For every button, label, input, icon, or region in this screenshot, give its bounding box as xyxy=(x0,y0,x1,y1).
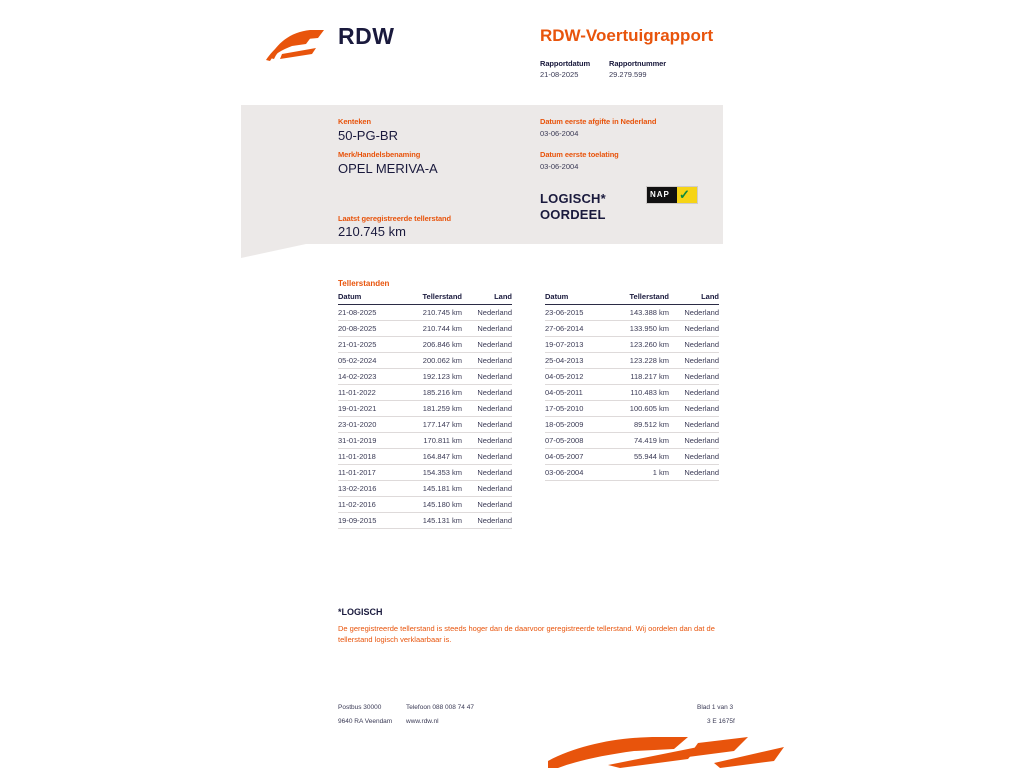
col-header-tellerstand: Tellerstand xyxy=(400,292,462,305)
cell-tellerstand: 164.847 km xyxy=(400,449,462,465)
cell-datum: 27-06-2014 xyxy=(545,321,607,337)
cell-tellerstand: 200.062 km xyxy=(400,353,462,369)
cell-datum: 23-01-2020 xyxy=(338,417,400,433)
table-row xyxy=(338,385,512,401)
table-row xyxy=(545,449,719,465)
cell-tellerstand: 145.181 km xyxy=(400,481,462,497)
cell-datum: 23-06-2015 xyxy=(545,305,607,321)
table-row xyxy=(338,497,512,513)
cell-datum: 11-01-2017 xyxy=(338,465,400,481)
cell-land: Nederland xyxy=(669,369,719,385)
legend-title xyxy=(338,607,383,617)
cell-land: Nederland xyxy=(462,465,512,481)
cell-datum: 11-01-2018 xyxy=(338,449,400,465)
cell-land: Nederland xyxy=(462,497,512,513)
kenteken-value: 50-PG-BR xyxy=(338,128,398,143)
eerste-afgifte-label: Datum eerste afgifte in Nederland xyxy=(540,117,657,126)
col-header-datum: Datum xyxy=(545,292,607,305)
cell-datum: 19-01-2021 xyxy=(338,401,400,417)
odometer-table-right xyxy=(545,292,719,481)
cell-land: Nederland xyxy=(462,481,512,497)
cell-datum: 04-05-2007 xyxy=(545,449,607,465)
cell-datum: 04-05-2012 xyxy=(545,369,607,385)
col-header-land: Land xyxy=(462,292,512,305)
report-number-value: 29.279.599 xyxy=(609,70,647,79)
cell-datum: 14-02-2023 xyxy=(338,369,400,385)
cell-tellerstand: 145.180 km xyxy=(400,497,462,513)
cell-tellerstand: 181.259 km xyxy=(400,401,462,417)
cell-datum: 04-05-2011 xyxy=(545,385,607,401)
cell-tellerstand: 145.131 km xyxy=(400,513,462,529)
footer-form-code: 3 E 1675f xyxy=(707,718,735,725)
col-header-datum: Datum xyxy=(338,292,400,305)
cell-tellerstand: 55.944 km xyxy=(607,449,669,465)
cell-land: Nederland xyxy=(462,385,512,401)
legend-text: De geregistreerde tellerstand is steeds hoger dan de daarvoor geregistreerde tellerstand. Wij oordelen dan dat de tellerstand logisch verklaarbaar is. xyxy=(338,624,715,644)
cell-land: Nederland xyxy=(462,321,512,337)
table-row xyxy=(338,401,512,417)
cell-land: Nederland xyxy=(669,401,719,417)
panel-notch-decoration xyxy=(241,244,306,258)
verdict-line-2: OORDEEL xyxy=(540,207,606,222)
cell-land: Nederland xyxy=(669,353,719,369)
cell-tellerstand: 89.512 km xyxy=(607,417,669,433)
cell-tellerstand: 154.353 km xyxy=(400,465,462,481)
cell-datum: 07-05-2008 xyxy=(545,433,607,449)
cell-tellerstand: 177.147 km xyxy=(400,417,462,433)
nap-logo xyxy=(646,186,698,204)
rdw-footer-swoosh-icon xyxy=(548,735,788,768)
laatst-geregistreerde-tellerstand-label: Laatst geregistreerde tellerstand xyxy=(338,214,451,223)
cell-datum: 31-01-2019 xyxy=(338,433,400,449)
legend-star: * xyxy=(338,607,342,617)
cell-land: Nederland xyxy=(669,465,719,481)
table-header-row xyxy=(338,292,512,305)
cell-datum: 19-07-2013 xyxy=(545,337,607,353)
table-row xyxy=(338,465,512,481)
cell-land: Nederland xyxy=(462,369,512,385)
cell-land: Nederland xyxy=(669,385,719,401)
table-row xyxy=(338,481,512,497)
cell-land: Nederland xyxy=(462,401,512,417)
table-row xyxy=(338,449,512,465)
legend-title-text: LOGISCH xyxy=(341,607,383,617)
cell-land: Nederland xyxy=(669,449,719,465)
cell-tellerstand: 74.419 km xyxy=(607,433,669,449)
report-date-label: Rapportdatum xyxy=(540,59,591,68)
cell-datum: 25-04-2013 xyxy=(545,353,607,369)
cell-land: Nederland xyxy=(462,433,512,449)
eerste-afgifte-value: 03-06-2004 xyxy=(540,129,579,138)
table-row xyxy=(338,337,512,353)
verdict-line-1: LOGISCH* xyxy=(540,191,606,206)
footer-telephone: Telefoon 088 008 74 47 xyxy=(406,704,474,711)
cell-tellerstand: 123.228 km xyxy=(607,353,669,369)
table-row xyxy=(338,417,512,433)
cell-datum: 18-05-2009 xyxy=(545,417,607,433)
cell-land: Nederland xyxy=(462,305,512,321)
table-header-row xyxy=(545,292,719,305)
cell-tellerstand: 192.123 km xyxy=(400,369,462,385)
cell-tellerstand: 123.260 km xyxy=(607,337,669,353)
cell-datum: 03-06-2004 xyxy=(545,465,607,481)
cell-datum: 17-05-2010 xyxy=(545,401,607,417)
table-row xyxy=(545,385,719,401)
table-row xyxy=(545,401,719,417)
table-row xyxy=(338,369,512,385)
merk-label: Merk/Handelsbenaming xyxy=(338,150,421,159)
odometer-section-title: Tellerstanden xyxy=(338,279,390,288)
cell-datum: 19-09-2015 xyxy=(338,513,400,529)
report-date-block xyxy=(540,59,590,79)
cell-tellerstand: 1 km xyxy=(607,465,669,481)
cell-tellerstand: 100.605 km xyxy=(607,401,669,417)
rdw-logo-text: RDW xyxy=(338,23,395,49)
cell-tellerstand: 118.217 km xyxy=(607,369,669,385)
table-row xyxy=(338,353,512,369)
table-row xyxy=(545,433,719,449)
cell-tellerstand: 110.483 km xyxy=(607,385,669,401)
table-row xyxy=(545,369,719,385)
footer-city: 9640 RA Veendam xyxy=(338,718,393,725)
eerste-toelating-label: Datum eerste toelating xyxy=(540,150,619,159)
table-row xyxy=(545,321,719,337)
odometer-table-left xyxy=(338,292,512,529)
kenteken-label: Kenteken xyxy=(338,117,371,126)
table-row xyxy=(338,305,512,321)
cell-datum: 13-02-2016 xyxy=(338,481,400,497)
verdict-block xyxy=(540,191,606,223)
cell-land: Nederland xyxy=(462,353,512,369)
footer-postbus: Postbus 30000 xyxy=(338,704,382,711)
col-header-tellerstand: Tellerstand xyxy=(607,292,669,305)
cell-land: Nederland xyxy=(462,337,512,353)
laatst-geregistreerde-tellerstand-value: 210.745 km xyxy=(338,224,406,239)
table-row xyxy=(338,433,512,449)
check-icon: ✓ xyxy=(679,187,690,202)
footer-page-number: Blad 1 van 3 xyxy=(697,704,734,711)
cell-land: Nederland xyxy=(669,337,719,353)
cell-land: Nederland xyxy=(669,321,719,337)
cell-tellerstand: 143.388 km xyxy=(607,305,669,321)
table-row xyxy=(545,465,719,481)
table-row xyxy=(338,321,512,337)
cell-datum: 21-08-2025 xyxy=(338,305,400,321)
report-date-value: 21-08-2025 xyxy=(540,70,579,79)
table-row xyxy=(338,513,512,529)
cell-tellerstand: 133.950 km xyxy=(607,321,669,337)
cell-land: Nederland xyxy=(669,433,719,449)
cell-datum: 05-02-2024 xyxy=(338,353,400,369)
cell-datum: 20-08-2025 xyxy=(338,321,400,337)
cell-tellerstand: 206.846 km xyxy=(400,337,462,353)
report-number-label: Rapportnummer xyxy=(609,59,667,68)
col-header-land: Land xyxy=(669,292,719,305)
rdw-swoosh-icon xyxy=(266,28,328,62)
nap-text-block xyxy=(647,187,677,203)
cell-datum: 11-01-2022 xyxy=(338,385,400,401)
table-row xyxy=(545,337,719,353)
cell-land: Nederland xyxy=(669,417,719,433)
cell-tellerstand: 170.811 km xyxy=(400,433,462,449)
table-row xyxy=(545,353,719,369)
page-title: RDW-Voertuigrapport xyxy=(540,26,714,45)
cell-datum: 21-01-2025 xyxy=(338,337,400,353)
cell-land: Nederland xyxy=(462,513,512,529)
table-row xyxy=(545,417,719,433)
cell-tellerstand: 185.216 km xyxy=(400,385,462,401)
report-number-block xyxy=(609,59,666,79)
cell-land: Nederland xyxy=(462,417,512,433)
cell-tellerstand: 210.745 km xyxy=(400,305,462,321)
cell-land: Nederland xyxy=(462,449,512,465)
eerste-toelating-value: 03-06-2004 xyxy=(540,162,579,171)
footer-website[interactable]: www.rdw.nl xyxy=(406,718,439,725)
cell-tellerstand: 210.744 km xyxy=(400,321,462,337)
table-row xyxy=(545,305,719,321)
cell-land: Nederland xyxy=(669,305,719,321)
cell-datum: 11-02-2016 xyxy=(338,497,400,513)
merk-value: OPEL MERIVA-A xyxy=(338,161,438,176)
nap-text: NAP xyxy=(650,190,670,199)
